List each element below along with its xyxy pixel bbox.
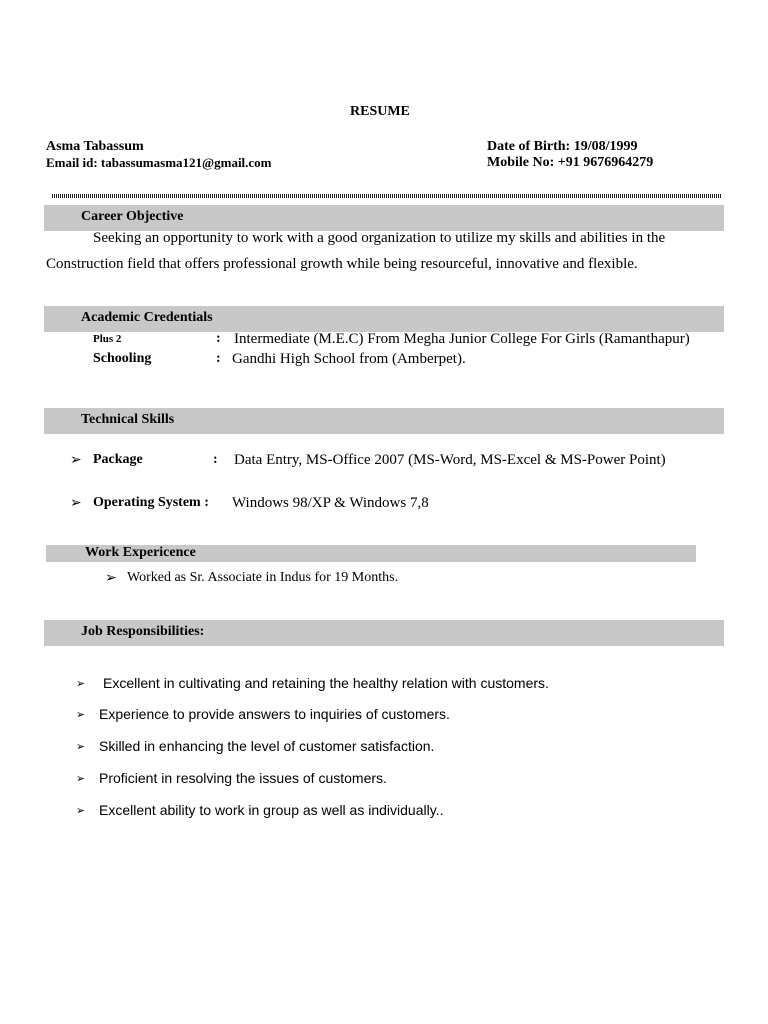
tech-label-package: Package <box>93 452 143 467</box>
date-of-birth: Date of Birth: 19/08/1999 <box>487 139 638 154</box>
tech-label-os: Operating System : <box>93 495 209 510</box>
technical-skills-band <box>44 408 724 434</box>
career-objective-heading: Career Objective <box>81 209 184 224</box>
technical-skills-heading: Technical Skills <box>81 412 175 427</box>
arrow-bullet-icon: ➢ <box>76 741 86 753</box>
career-objective-line-1: Seeking an opportunity to work with a good organization to utilize my skills and abilities in the <box>93 230 666 246</box>
academic-sep-schooling: : <box>216 351 221 366</box>
work-experience-heading: Work Expericence <box>85 545 196 560</box>
arrow-bullet-icon: ➢ <box>76 709 86 721</box>
job-responsibility-item: Skilled in enhancing the level of customer satisfaction. <box>99 738 435 754</box>
job-responsibility-item: Experience to provide answers to inquiries of customers. <box>99 706 450 722</box>
arrow-bullet-icon: ➢ <box>105 571 117 586</box>
job-responsibilities-band <box>44 620 724 646</box>
email-line: Email id: tabassumasma121@gmail.com <box>46 155 272 170</box>
job-responsibility-item: Excellent ability to work in group as well as individually.. <box>99 802 444 818</box>
tech-sep-package: : <box>213 452 218 467</box>
arrow-bullet-icon: ➢ <box>76 678 86 690</box>
tech-value-os: Windows 98/XP & Windows 7,8 <box>232 495 429 511</box>
academic-sep-plus2: : <box>216 331 221 346</box>
academic-value-schooling: Gandhi High School from (Amberpet). <box>232 351 466 367</box>
work-experience-band <box>46 545 696 562</box>
job-responsibility-item: Excellent in cultivating and retaining the healthy relation with customers. <box>103 675 549 691</box>
academic-label-schooling: Schooling <box>93 351 152 366</box>
arrow-bullet-icon: ➢ <box>76 773 86 785</box>
career-objective-line-2: Construction field that offers professional growth while being resourceful, innovative and flexible. <box>46 256 638 272</box>
tech-value-package: Data Entry, MS-Office 2007 (MS-Word, MS-Excel & MS-Power Point) <box>234 452 666 468</box>
mobile-number: Mobile No: +91 9676964279 <box>487 155 654 170</box>
academic-value-plus2: Intermediate (M.E.C) From Megha Junior College For Girls (Ramanthapur) <box>234 331 690 347</box>
resume-title: RESUME <box>350 104 410 119</box>
career-objective-band <box>44 205 724 231</box>
job-responsibility-item: Proficient in resolving the issues of customers. <box>99 770 387 786</box>
academic-credentials-band <box>44 306 724 332</box>
candidate-name: Asma Tabassum <box>46 139 144 154</box>
arrow-bullet-icon: ➢ <box>70 496 82 511</box>
arrow-bullet-icon: ➢ <box>76 805 86 817</box>
arrow-bullet-icon: ➢ <box>70 453 82 468</box>
academic-credentials-heading: Academic Credentials <box>81 310 213 325</box>
job-responsibilities-heading: Job Responsibilities: <box>81 624 205 639</box>
header-divider <box>52 194 722 198</box>
academic-label-plus2: Plus 2 <box>93 333 122 345</box>
work-experience-item: Worked as Sr. Associate in Indus for 19 Months. <box>127 570 399 585</box>
